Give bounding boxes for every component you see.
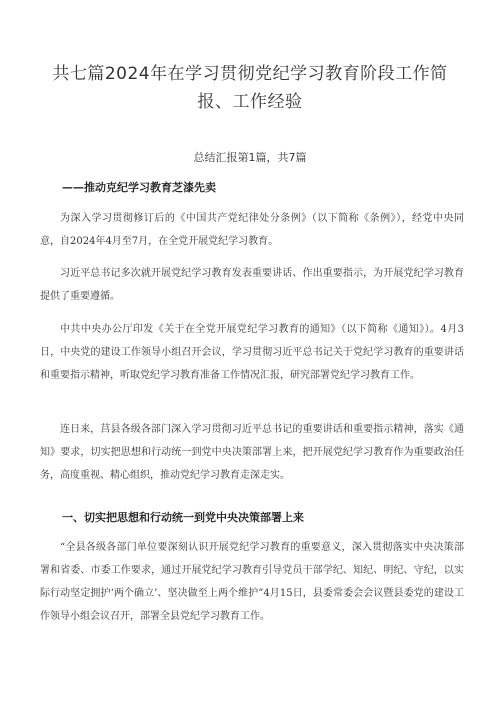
document-subtitle: ——推动克纪学习教育芝漆先卖 [62, 181, 216, 194]
paragraph-4: 连日来，莒县各级各部门深入学习贯彻习近平总书记的重要讲话和重要指示精神，落实《通知》要求，切实把思想和行动统一到党中央决策部署上来，把开展党纪学习教育作为重要政治任务，高度重视、精心组织，推动党纪学习教育走深走实。 [40, 424, 464, 481]
document-title: 共七篇2024年在学习贯彻党纪学习教育阶段工作简报、工作经验 [52, 64, 448, 112]
section-heading-1: 一、切实把思想和行动统一到党中央决策部署上来 [62, 511, 304, 524]
paragraph-3: 中共中央办公厅印发《关于在全党开展党纪学习教育的通知》（以下简称《通知》）。4月3日，中央党的建设工作领导小组召开会议，学习贯彻习近平总书记关于党纪学习教育的重要讲话和重要指示精神，听取党纪学习教育准备工作情况汇报，研究部署党纪学习教育工作。 [40, 324, 464, 381]
section-paragraph-1: “全县各级各部门单位要深刻认识开展党纪学习教育的重要意义，深入贯彻落实中央决策部署和省委、市委工作要求，通过开展党纪学习教育引导党员干部学纪、知纪、明纪、守纪，以实际行动坚定拥护‘两个确立’、坚决做至上两个维护”4月15日，县委常委会会议暨县委党的建设工作领导小组会议召开，部署全县党纪学习教育工作。 [40, 542, 464, 622]
paragraph-1: 为深入学习贯彻修订后的《中国共产党纪律处分条例》（以下简称《条例》），经党中央同意，自2024年4月至7月，在全党开展党纪学习教育。 [40, 213, 464, 247]
summary-line: 总结汇报第1篇，共7篇 [193, 151, 307, 164]
paragraph-2: 习近平总书记多次就开展党纪学习教育发表重要讲话、作出重要指示，为开展党纪学习教育提供了重要遵循。 [40, 268, 464, 302]
